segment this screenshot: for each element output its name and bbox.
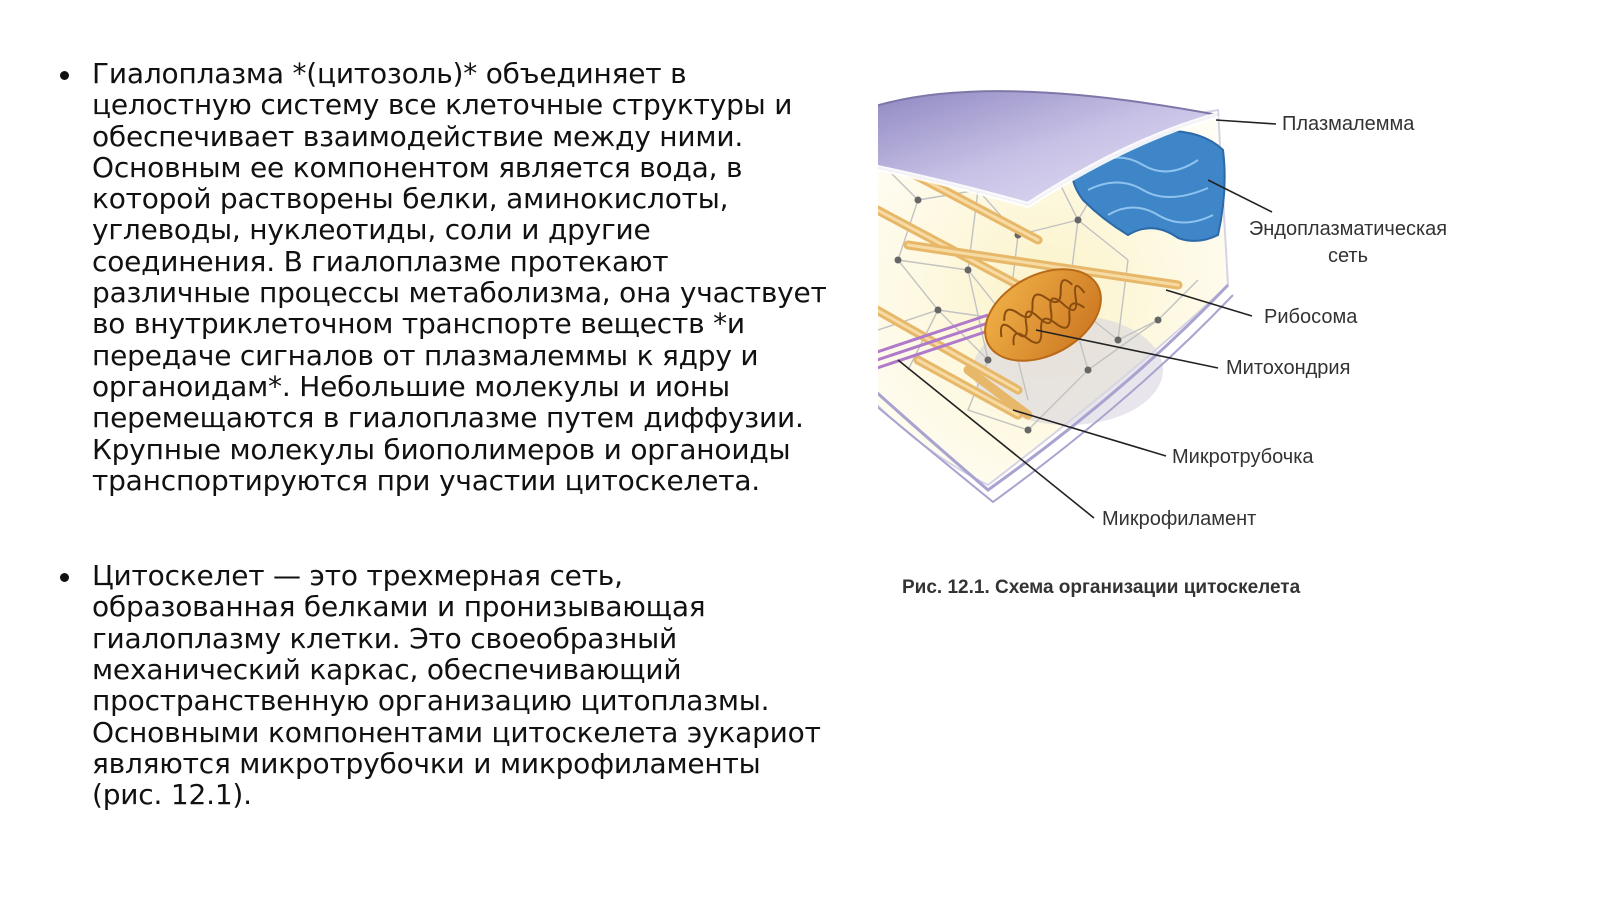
text-line: углеводы, нуклеотиды, соли и другие bbox=[92, 213, 651, 247]
paragraph-cytoskeleton bbox=[58, 560, 866, 810]
paragraph-hyaloplasm bbox=[58, 58, 866, 496]
label-er-line2: сеть bbox=[1327, 245, 1369, 267]
label-er-line1: Эндоплазматическая bbox=[1248, 218, 1448, 240]
text-line: перемещаются в гиалоплазме путем диффузии. bbox=[92, 401, 804, 435]
bullet-icon bbox=[60, 573, 69, 582]
text-line: передаче сигналов от плазмалеммы к ядру и bbox=[92, 338, 759, 372]
bullet-icon bbox=[60, 71, 69, 80]
figure-caption: Рис. 12.1. Схема организации цитоскелета bbox=[902, 577, 1301, 598]
label-microtubule: Микротрубочка bbox=[1172, 446, 1314, 468]
label-plasmalemma: Плазмалемма bbox=[1282, 113, 1415, 135]
text-line: соединения. В гиалоплазме протекают bbox=[92, 244, 669, 278]
text-line: Основным ее компонентом является вода, в bbox=[92, 150, 743, 184]
text-column bbox=[58, 58, 866, 811]
label-ribosome: Рибосома bbox=[1264, 306, 1358, 328]
label-microfilament: Микрофиламент bbox=[1102, 508, 1257, 530]
cytoskeleton-figure bbox=[878, 70, 1498, 610]
text-line: Цитоскелет — это трехмерная сеть, bbox=[92, 559, 623, 593]
text-line: обеспечивает взаимодействие между ними. bbox=[92, 119, 744, 153]
text-line: во внутриклеточном транспорте веществ *и bbox=[92, 307, 745, 341]
text-line: транспортируются при участии цитоскелета. bbox=[92, 463, 760, 497]
text-line: целостную систему все клеточные структуры и bbox=[92, 88, 793, 122]
text-line: Крупные молекулы биополимеров и органоиды bbox=[92, 432, 791, 466]
text-line: образованная белками и пронизывающая bbox=[92, 590, 706, 624]
text-line: механический каркас, обеспечивающий bbox=[92, 653, 682, 687]
label-mitochondrion: Митохондрия bbox=[1226, 357, 1351, 379]
text-line: являются микротрубочки и микрофиламенты bbox=[92, 746, 761, 780]
text-line: Основными компонентами цитоскелета эукариот bbox=[92, 715, 821, 749]
label-endoplasmic-reticulum bbox=[1238, 216, 1458, 270]
text-line: органоидам*. Небольшие молекулы и ионы bbox=[92, 369, 730, 403]
text-line: (рис. 12.1). bbox=[92, 778, 252, 812]
text-line: различные процессы метаболизма, она участвует bbox=[92, 276, 827, 310]
text-line: пространственную организацию цитоплазмы. bbox=[92, 684, 770, 718]
text-line: гиалоплазму клетки. Это своеобразный bbox=[92, 621, 677, 655]
text-line: Гиалоплазма *(цитозоль)* объединяет в bbox=[92, 57, 687, 90]
text-line: которой растворены белки, аминокислоты, bbox=[92, 182, 729, 216]
